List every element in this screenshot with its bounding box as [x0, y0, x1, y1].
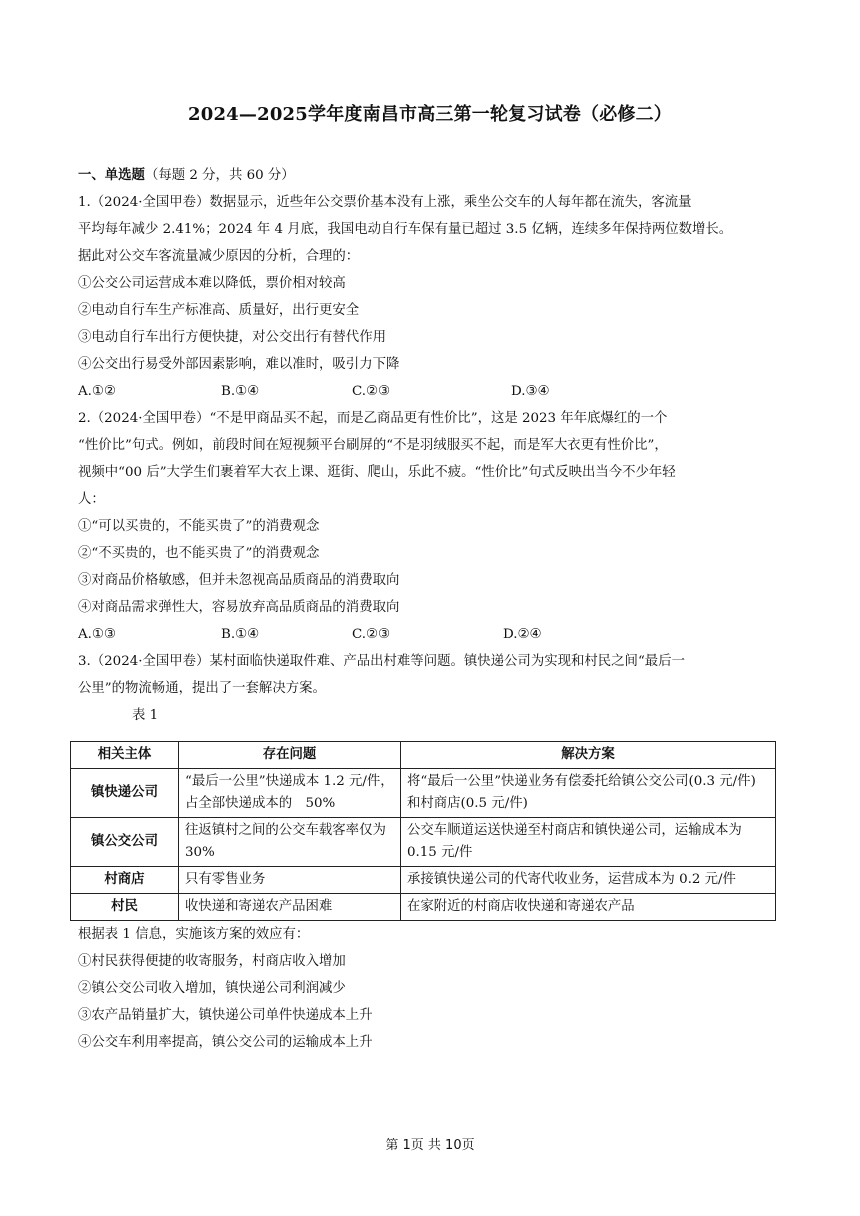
table-cell-problem: 收快递和寄递农产品困难 — [179, 894, 401, 921]
table-row — [71, 867, 776, 894]
table-cell-solution: 在家附近的村商店收快递和寄递农产品 — [401, 894, 776, 921]
statement-item: ④公交车利用率提高，镇公交公司的运输成本上升 — [78, 1035, 373, 1050]
option-a: A.①② — [78, 384, 116, 399]
table-cell-problem: 往返镇村之间的公交车载客率仅为 30% — [179, 818, 401, 867]
table-header-row — [71, 742, 776, 769]
table-caption: 表 1 — [132, 708, 159, 723]
table-row — [71, 818, 776, 867]
table-cell-subject: 镇公交公司 — [71, 818, 179, 867]
table-cell-problem: “最后一公里”快递成本 1.2 元/件，占全部快递成本的 50% — [179, 769, 401, 818]
section-header — [78, 162, 794, 189]
statement-item: ①“可以买贵的，不能买贵了”的消费观念 — [78, 519, 320, 534]
question-1 — [78, 189, 794, 405]
option-c: C.②③ — [352, 627, 391, 642]
section-label: 一、单选题 — [78, 167, 145, 183]
statement-item: ④公交出行易受外部因素影响，难以准时，吸引力下降 — [78, 357, 400, 372]
statement-item: ②镇公交公司收入增加，镇快递公司利润减少 — [78, 981, 346, 996]
statement-item: ①公交公司运营成本难以降低，票价相对较高 — [78, 276, 346, 291]
question-stem-line: 2.（2024·全国甲卷）“不是甲商品买不起，而是乙商品更有性价比”，这是 2023 年年底爆红的一个 — [78, 411, 668, 426]
statement-item: ③电动自行车出行方便快捷，对公交出行有替代作用 — [78, 330, 386, 345]
question-stem-line: 根据表 1 信息，实施该方案的效应有： — [78, 927, 310, 942]
table-cell-solution: 将“最后一公里”快递业务有偿委托给镇公交公司(0.3 元/件)和村商店(0.5 元/件) — [401, 769, 776, 818]
page-footer: 第 1页 共 10页 — [385, 1138, 475, 1153]
question-content — [78, 162, 794, 1056]
table-cell-solution: 公交车顺道运送快递至村商店和镇快递公司，运输成本为 0.15 元/件 — [401, 818, 776, 867]
table-cell-solution: 承接镇快递公司的代寄代收业务，运营成本为 0.2 元/件 — [401, 867, 776, 894]
table-header-cell: 存在问题 — [179, 742, 401, 769]
statement-item: ③对商品价格敏感，但并未忽视高品质商品的消费取向 — [78, 573, 400, 588]
option-a: A.①③ — [78, 627, 116, 642]
statement-item: ②电动自行车生产标准高、质量好，出行更安全 — [78, 303, 360, 318]
table-row — [71, 769, 776, 818]
table-cell-subject: 村商店 — [71, 867, 179, 894]
option-c: C.②③ — [352, 384, 391, 399]
question-stem-line: “性价比”句式。例如，前段时间在短视频平台刷屏的“不是羽绒服买不起，而是军大衣更有性价比”， — [78, 438, 668, 453]
option-d: D.③④ — [511, 384, 550, 399]
table-cell-problem: 只有零售业务 — [179, 867, 401, 894]
option-b: B.①④ — [221, 384, 260, 399]
question-2 — [78, 405, 794, 648]
question-stem-line: 人： — [78, 492, 105, 507]
answer-options — [78, 378, 794, 405]
question-3 — [78, 648, 794, 1056]
question-stem-line: 1.（2024·全国甲卷）数据显示，近些年公交票价基本没有上涨，乘坐公交车的人每年都在流失，客流量 — [78, 195, 692, 210]
option-b: B.①④ — [221, 627, 260, 642]
page-title: 2024—2025学年度南昌市高三第一轮复习试卷（必修二） — [188, 104, 672, 125]
statement-item: ④对商品需求弹性大，容易放弃高品质商品的消费取向 — [78, 600, 400, 615]
table-row — [71, 894, 776, 921]
statement-item: ②“不买贵的，也不能买贵了”的消费观念 — [78, 546, 320, 561]
statement-item: ③农产品销量扩大，镇快递公司单件快递成本上升 — [78, 1008, 373, 1023]
question-stem-line: 公里”的物流畅通，提出了一套解决方案。 — [78, 681, 326, 696]
table-header-cell: 解决方案 — [401, 742, 776, 769]
section-note: （每题 2 分，共 60 分） — [144, 168, 295, 183]
statement-item: ①村民获得便捷的收寄服务，村商店收入增加 — [78, 954, 346, 969]
question-stem-line: 视频中“00 后”大学生们裹着军大衣上课、逛街、爬山，乐此不疲。“性价比”句式反映出当今不少年轻 — [78, 465, 676, 480]
table-cell-subject: 镇快递公司 — [71, 769, 179, 818]
table-header-cell: 相关主体 — [71, 742, 179, 769]
option-d: D.②④ — [503, 627, 542, 642]
answer-options — [78, 621, 794, 648]
data-table — [70, 741, 776, 921]
question-stem-line: 3.（2024·全国甲卷）某村面临快递取件难、产品出村难等问题。镇快递公司为实现和村民之间“最后一 — [78, 654, 685, 669]
table-cell-subject: 村民 — [71, 894, 179, 921]
question-stem-line: 据此对公交车客流量减少原因的分析，合理的： — [78, 249, 360, 264]
question-stem-line: 平均每年减少 2.41%；2024 年 4 月底，我国电动自行车保有量已超过 3.5 亿辆，连续多年保持两位数增长。 — [78, 222, 733, 237]
